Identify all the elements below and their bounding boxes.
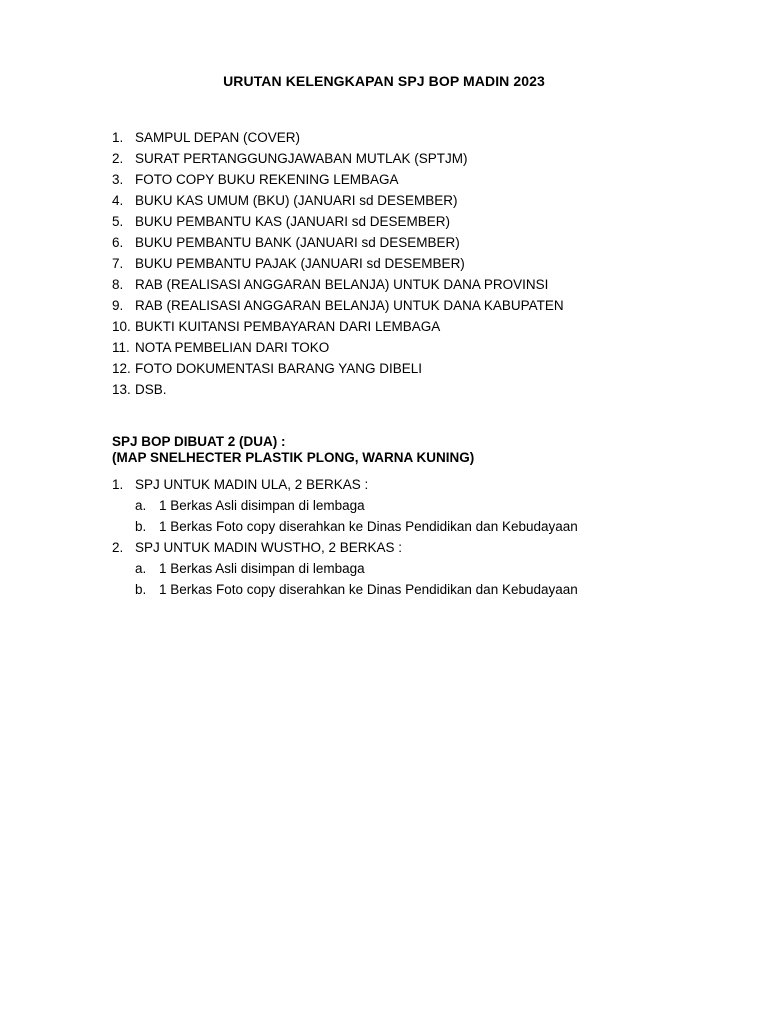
list-item-number: 8. (112, 277, 124, 292)
sub-list-item-letter: a. (135, 561, 147, 576)
list-item-text: BUKU PEMBANTU KAS (JANUARI sd DESEMBER) (135, 214, 451, 229)
berkas-list (112, 474, 578, 600)
list-item (112, 337, 564, 358)
list-item (112, 169, 564, 190)
list-item-text: FOTO DOKUMENTASI BARANG YANG DIBELI (135, 361, 423, 376)
list-item-number: 9. (112, 298, 124, 313)
list-item-text: BUKU KAS UMUM (BKU) (JANUARI sd DESEMBER) (135, 193, 458, 208)
list-item (112, 358, 564, 379)
note-heading: SPJ BOP DIBUAT 2 (DUA) : (112, 434, 286, 449)
completeness-list (112, 127, 564, 400)
sub-list-item-letter: a. (135, 498, 147, 513)
list-item-text: RAB (REALISASI ANGGARAN BELANJA) UNTUK DANA KABUPATEN (135, 298, 564, 313)
list-item-number: 12. (112, 361, 131, 376)
list-item (112, 127, 564, 148)
list-item (112, 190, 564, 211)
sub-list-item (112, 579, 578, 600)
sub-list-item-text: 1 Berkas Foto copy diserahkan ke Dinas Pendidikan dan Kebudayaan (159, 519, 578, 534)
list-item-text: SPJ UNTUK MADIN ULA, 2 BERKAS : (135, 477, 369, 492)
list-item-number: 13. (112, 382, 131, 397)
sub-list-item-text: 1 Berkas Asli disimpan di lembaga (159, 561, 365, 576)
sub-list-item (112, 516, 578, 537)
list-item (112, 379, 564, 400)
sub-list-item-text: 1 Berkas Foto copy diserahkan ke Dinas Pendidikan dan Kebudayaan (159, 582, 578, 597)
list-item (112, 148, 564, 169)
list-item-text: FOTO COPY BUKU REKENING LEMBAGA (135, 172, 399, 187)
list-item-number: 6. (112, 235, 124, 250)
list-item-number: 11. (112, 340, 130, 355)
list-item (112, 295, 564, 316)
list-item (112, 232, 564, 253)
list-item-number: 10. (112, 319, 131, 334)
list-item-text: BUKU PEMBANTU BANK (JANUARI sd DESEMBER) (135, 235, 460, 250)
document-title: URUTAN KELENGKAPAN SPJ BOP MADIN 2023 (223, 73, 545, 89)
sub-list-item (112, 495, 578, 516)
list-item-number: 2. (112, 151, 124, 166)
list-item (112, 274, 564, 295)
sub-list-item-letter: b. (135, 519, 147, 534)
list-item-text: SPJ UNTUK MADIN WUSTHO, 2 BERKAS : (135, 540, 403, 555)
list-item-number: 1. (112, 130, 124, 145)
list-item-number: 5. (112, 214, 124, 229)
list-item-text: DSB. (135, 382, 167, 397)
list-item-number: 3. (112, 172, 124, 187)
list-item-text: SURAT PERTANGGUNGJAWABAN MUTLAK (SPTJM) (135, 151, 468, 166)
list-item (112, 211, 564, 232)
list-item-number: 1. (112, 477, 124, 492)
list-item-text: NOTA PEMBELIAN DARI TOKO (135, 340, 330, 355)
spj-count-note (112, 434, 474, 466)
list-item-number: 4. (112, 193, 124, 208)
list-item (112, 253, 564, 274)
list-item-text: RAB (REALISASI ANGGARAN BELANJA) UNTUK DANA PROVINSI (135, 277, 549, 292)
sub-list-item (112, 558, 578, 579)
list-item-text: BUKTI KUITANSI PEMBAYARAN DARI LEMBAGA (135, 319, 441, 334)
list-item-text: SAMPUL DEPAN (COVER) (135, 130, 301, 145)
list-item (112, 537, 578, 558)
sub-list-item-text: 1 Berkas Asli disimpan di lembaga (159, 498, 365, 513)
sub-list-item-letter: b. (135, 582, 147, 597)
list-item-number: 2. (112, 540, 124, 555)
note-subheading: (MAP SNELHECTER PLASTIK PLONG, WARNA KUNING) (112, 450, 475, 465)
list-item (112, 316, 564, 337)
list-item-text: BUKU PEMBANTU PAJAK (JANUARI sd DESEMBER) (135, 256, 465, 271)
list-item (112, 474, 578, 495)
list-item-number: 7. (112, 256, 124, 271)
